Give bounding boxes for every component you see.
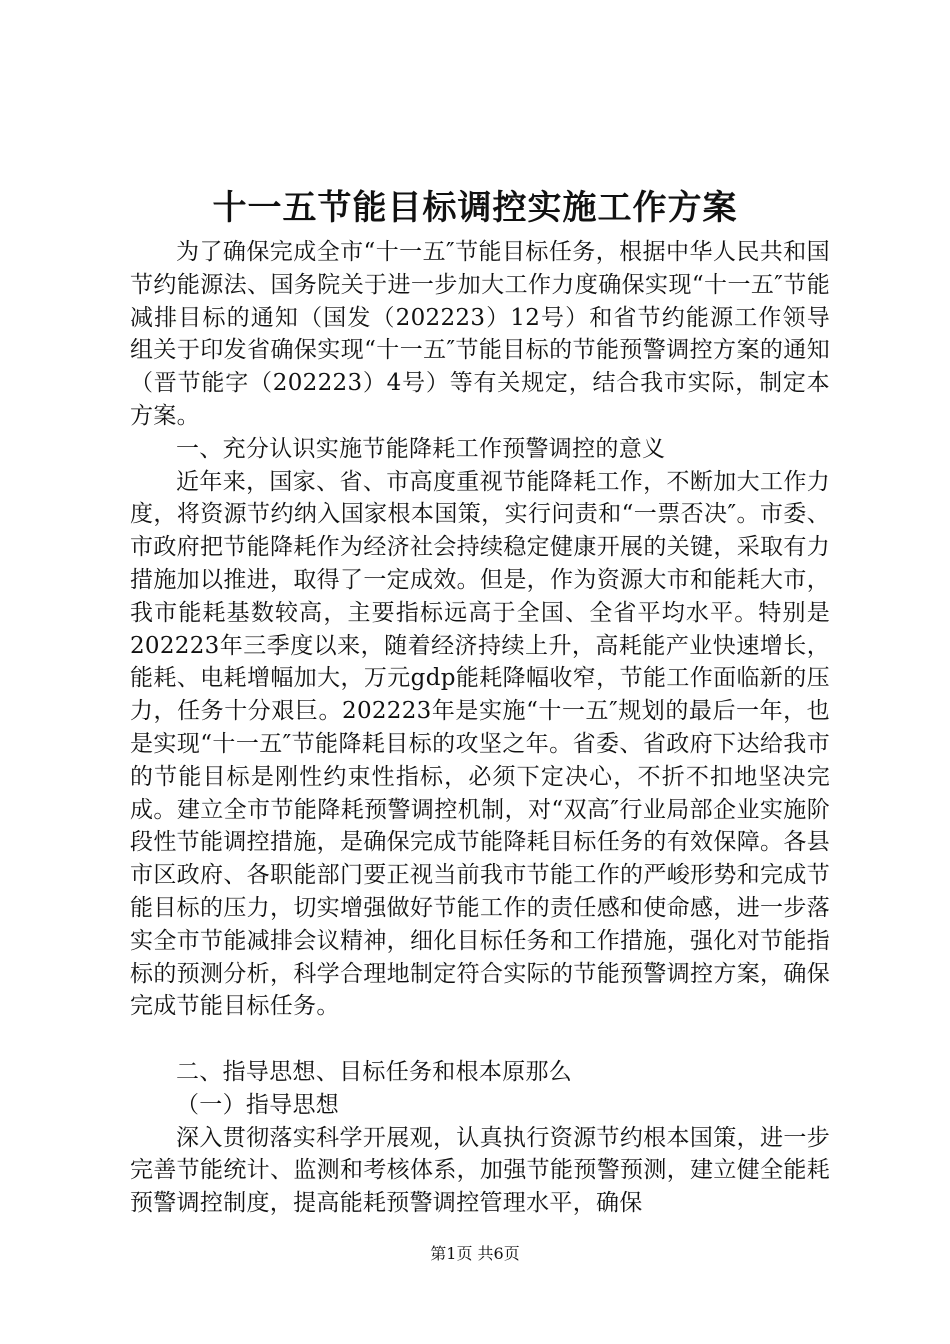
document-body <box>130 236 830 1220</box>
section-heading-2: 二、指导思想、目标任务和根本原那么 <box>176 1058 573 1085</box>
subsection-1-paragraph: 深入贯彻落实科学开展观，认真执行资源节约根本国策，进一步完善节能统计、监测和考核体系，加强节能预警预测，建立健全能耗预警调控制度，提高能耗预警调控管理水平，确保 <box>130 1124 830 1217</box>
page-number-footer: 第1页 共6页 <box>430 1244 520 1263</box>
page-title: 十一五节能目标调控实施工作方案 <box>212 188 738 228</box>
section-1-paragraph: 近年来，国家、省、市高度重视节能降耗工作，不断加大工作力度，将资源节约纳入国家根本国策，实行问责和“一票否决″。市委、市政府把节能降耗作为经济社会持续稳定健康开展的关键，采取有力措施加以推进，取得了一定成效。但是，作为资源大市和能耗大市，我市能耗基数较高，主要指标远高于全国、全省平均水平。特别是202223年三季度以来，随着经济持续上升，高耗能产业快速增长，能耗、电耗增幅加大，万元gdp能耗降幅收窄，节能工作面临新的压力，任务十分艰巨。202223年是实施“十一五″规划的最后一年，也是实现“十一五″节能降耗目标的攻坚之年。省委、省政府下达给我市的节能目标是刚性约束性指标，必须下定决心，不折不扣地坚决完成。建立全市节能降耗预警调控机制，对“双高″行业局部企业实施阶段性节能调控措施，是确保完成节能降耗目标任务的有效保障。各县市区政府、各职能部门要正视当前我市节能工作的严峻形势和完成节能目标的压力，切实增强做好节能工作的责任感和使命感，进一步落实全市节能减排会议精神，细化目标任务和工作措施，强化对节能指标的预测分析，科学合理地制定符合实际的节能预警调控方案，确保完成节能目标任务。 <box>130 468 830 1020</box>
intro-paragraph: 为了确保完成全市“十一五″节能目标任务，根据中华人民共和国节约能源法、国务院关于进一步加大工作力度确保实现“十一五″节能减排目标的通知（国发（202223）12号）和省节约能源工作领导组关于印发省确保实现“十一五″节能目标的节能预警调控方案的通知（晋节能字（202223）4号）等有关规定，结合我市实际，制定本方案。 <box>130 239 830 429</box>
section-heading-1: 一、充分认识实施节能降耗工作预警调控的意义 <box>176 435 666 462</box>
subsection-heading-1: （一）指导思想 <box>176 1091 340 1118</box>
